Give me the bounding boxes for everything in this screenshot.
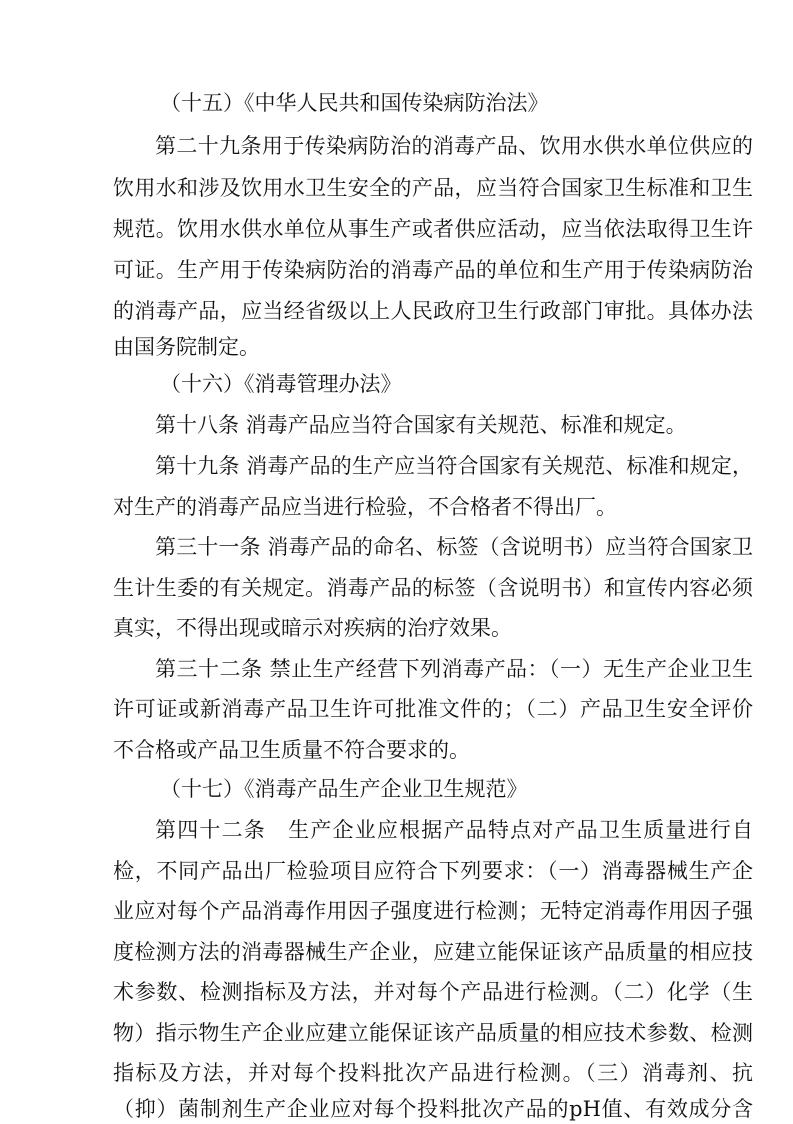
paragraph-line: 可证。生产用于传染病防治的消毒产品的单位和生产用于传染病防治 <box>113 258 753 282</box>
paragraph-line: 由国务院制定。 <box>113 335 260 359</box>
paragraph-line: 饮用水和涉及饮用水卫生安全的产品，应当符合国家卫生标准和卫生 <box>113 176 753 200</box>
paragraph-line: 第三十二条 禁止生产经营下列消毒产品：（一）无生产企业卫生 <box>155 657 753 681</box>
section-heading-16: （十六）《消毒管理办法》 <box>160 372 402 396</box>
paragraph-line: 对生产的消毒产品应当进行检验，不合格者不得出厂。 <box>113 495 617 519</box>
paragraph-line: 第二十九条用于传染病防治的消毒产品、饮用水供水单位供应的 <box>155 134 753 158</box>
paragraph-line: 第十八条 消毒产品应当符合国家有关规范、标准和规定。 <box>155 413 687 437</box>
paragraph-line: 度检测方法的消毒器械生产企业，应建立能保证该产品质量的相应技 <box>113 940 753 964</box>
paragraph-line: 规范。饮用水供水单位从事生产或者供应活动，应当依法取得卫生许 <box>113 217 753 241</box>
paragraph-line: 指标及方法，并对每个投料批次产品进行检测。（三）消毒剂、抗 <box>113 1061 753 1085</box>
paragraph-line: 物）指示物生产企业应建立能保证该产品质量的相应技术参数、检测 <box>113 1021 753 1045</box>
section-heading-17: （十七）《消毒产品生产企业卫生规范》 <box>160 777 528 801</box>
paragraph-line: 不合格或产品卫生质量不符合要求的。 <box>113 738 470 762</box>
paragraph-line: 许可证或新消毒产品卫生许可批准文件的；（二）产品卫生安全评价 <box>113 697 753 721</box>
paragraph-line: 业应对每个产品消毒作用因子强度进行检测；无特定消毒作用因子强 <box>113 899 753 923</box>
paragraph-line: 术参数、检测指标及方法，并对每个产品进行检测。（二）化学（生 <box>113 980 753 1004</box>
paragraph-line: 生计生委的有关规定。消毒产品的标签（含说明书）和宣传内容必须 <box>113 576 753 600</box>
paragraph-line: 第十九条 消毒产品的生产应当符合国家有关规范、标准和规定， <box>155 454 753 478</box>
section-heading-15: （十五）《中华人民共和国传染病防治法》 <box>160 91 549 115</box>
paragraph-line: 真实，不得出现或暗示对疾病的治疗效果。 <box>113 616 512 640</box>
paragraph-line: 第四十二条 生产企业应根据产品特点对产品卫生质量进行自 <box>155 818 753 842</box>
paragraph-line: 的消毒产品，应当经省级以上人民政府卫生行政部门审批。具体办法 <box>113 299 753 323</box>
paragraph-line: 检，不同产品出厂检验项目应符合下列要求：（一）消毒器械生产企 <box>113 859 753 883</box>
paragraph-line: 第三十一条 消毒产品的命名、标签（含说明书）应当符合国家卫 <box>155 535 753 559</box>
paragraph-line: （抑）菌制剂生产企业应对每个投料批次产品的pH值、有效成分含 <box>113 1097 753 1121</box>
